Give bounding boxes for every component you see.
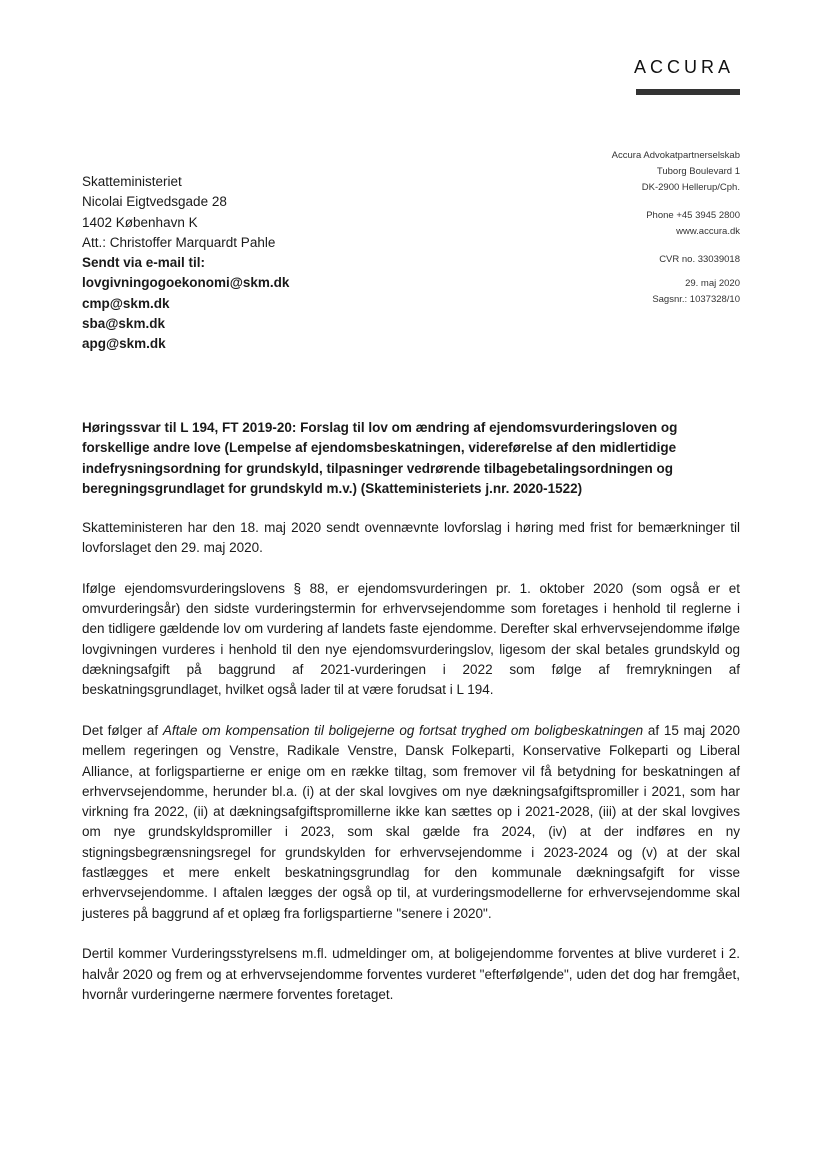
body-paragraph: Dertil kommer Vurderingsstyrelsens m.fl. udmeldinger om, at boligejendomme forventes at blive vurderet i 2. halvår 2020 og frem og at erhvervsejendomme forventes vurderet "efterfølgende", uden det dog har fremgået, hvornår vurderingerne nærmere forventes foretaget. — [82, 946, 740, 1002]
logo-underline-bar — [636, 89, 740, 95]
sender-phone: Phone +45 3945 2800 — [646, 210, 740, 221]
recipient-line: 1402 København K — [82, 214, 198, 230]
company-logo: ACCURA — [634, 57, 735, 77]
agreement-title: Aftale om kompensation til boligejerne og fortsat tryghed om boligbeskatningen — [162, 722, 644, 738]
recipient-line: Skatteministeriet — [82, 174, 182, 189]
letter-body — [82, 518, 740, 1025]
sender-street: Tuborg Boulevard 1 — [656, 166, 740, 177]
recipient-line: Att.: Christoffer Marquardt Pahle — [82, 234, 276, 250]
recipient-email: cmp@skm.dk — [82, 295, 170, 311]
paragraph-text: Det følger af — [82, 722, 163, 738]
recipient-email: sba@skm.dk — [82, 316, 165, 332]
body-paragraph: Skatteministeren har den 18. maj 2020 sendt ovennævnte lovforslag i høring med frist for bemærkninger til lovforslaget den 29. maj 2020. — [82, 520, 740, 556]
sender-cvr: CVR no. 33039018 — [659, 254, 740, 265]
recipient-address — [82, 172, 289, 355]
letter-subject: Høringssvar til L 194, FT 2019-20: Forslag til lov om ændring af ejendomsvurderingsloven og forskellige andre love (Lempelse af ejendomsbeskatningen, videreførelse af den midlertidige indefrysningsordning for grundskyld, tilpasninger vedrørende tilbagebetalingsordningen og beregningsgrundlaget for grundskyld m.v.) (Skatteministeriets j.nr. 2020-1522) — [82, 420, 678, 496]
email-heading: Sendt via e-mail til: — [82, 255, 206, 271]
recipient-email: lovgivningogoekonomi@skm.dk — [82, 275, 290, 291]
case-number: Sagsnr.: 1037328/10 — [652, 294, 740, 305]
sender-city: DK-2900 Hellerup/Cph. — [641, 182, 740, 193]
body-paragraph: Ifølge ejendomsvurderingslovens § 88, er ejendomsvurderingen pr. 1. oktober 2020 (som også er et omvurderingsår) den sidste vurderingstermin for erhvervsejendomme som foretages i henhold til reglerne i den tidligere gældende lov om vurdering af landets faste ejendomme. Derefter skal erhvervsejendomme ifølge lovgivningen vurderes i henhold til den nye ejendomsvurderingslov, ligesom der skal betales grundskyld og dækningsafgift på baggrund af 2021-vurderingen i 2022 som følge af fremrykningen af beskatningsgrundlaget, hvilket også lader til at være forudsat i L 194. — [82, 580, 740, 698]
recipient-email: apg@skm.dk — [82, 336, 166, 352]
sender-web: www.accura.dk — [676, 226, 740, 237]
recipient-line: Nicolai Eigtvedsgade 28 — [82, 194, 227, 210]
body-paragraph — [82, 721, 740, 924]
sender-firm: Accura Advokatpartnerselskab — [611, 150, 740, 161]
paragraph-text: af 15 maj 2020 mellem regeringen og Venstre, Radikale Venstre, Dansk Folkeparti, Konservative Folkeparti og Liberal Alliance, at forligspartierne er enige om en række tiltag, som fremover vil få betydning for beskatningen af erhvervsejendomme, herunder bl.a. (i) at der skal lovgives om nye dækningsafgiftspromiller i 2021, som har virkning fra 2022, (ii) at dækningsafgiftspromillerne ikke kan sættes op i 2021-2028, (iii) at der skal lovgives om nye grundskyldspromiller i 2023, som skal gælde fra 2024, (iv) at der indføres en ny stigningsbegrænsningsregel for grundskylden for erhvervsejendomme i 2023-2024 og (v) at der skal fastlægges et mere enkelt beskatningsgrundlag for den kommunale dækningsafgift for visse erhvervsejendomme. I aftalen lægges der også op til, at vurderingsmodellerne for erhvervsejendomme skal justeres på baggrund af et oplæg fra forligspartierne "senere i 2020". — [82, 722, 740, 921]
sender-info — [612, 148, 740, 308]
letter-date: 29. maj 2020 — [685, 278, 740, 289]
